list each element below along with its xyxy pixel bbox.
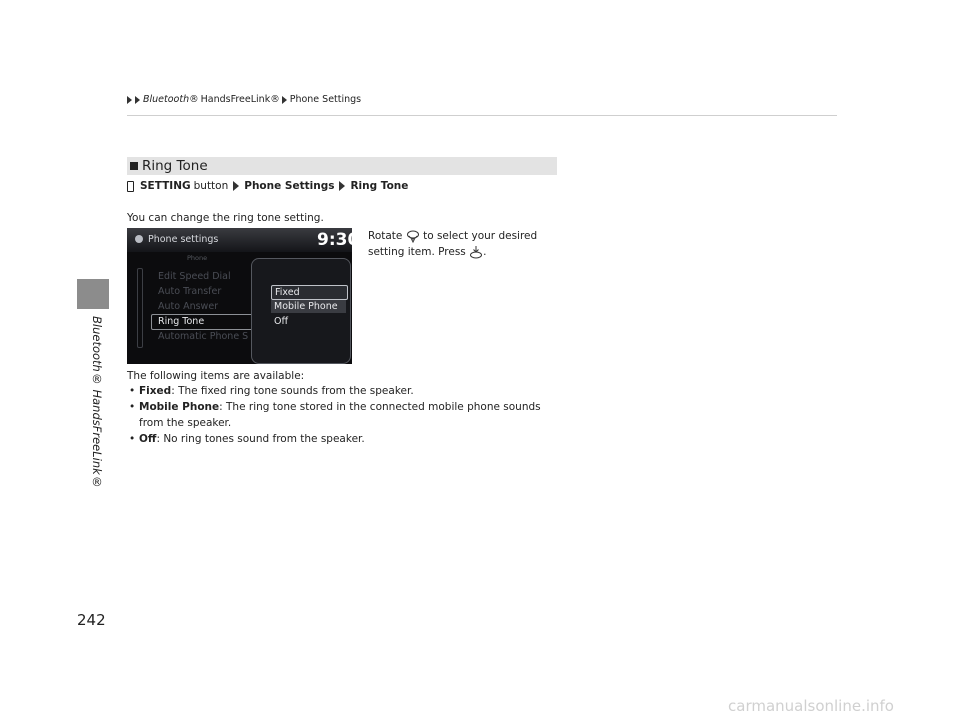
phone-settings-screen bbox=[127, 228, 360, 364]
screen-list-item: Edit Speed Dial bbox=[158, 271, 231, 282]
item-name: Off bbox=[139, 433, 157, 445]
screen-clock: 9:30 bbox=[317, 230, 360, 250]
item-desc: : The ring tone stored in the connected mobile phone sounds bbox=[219, 401, 541, 413]
item-desc: : No ring tones sound from the speaker. bbox=[156, 433, 365, 445]
section-title: Ring Tone bbox=[142, 158, 208, 174]
screen-option-mobile-phone: Mobile Phone bbox=[271, 300, 346, 313]
item-mobile-phone bbox=[129, 399, 541, 415]
items-intro: The following items are available: bbox=[127, 370, 305, 382]
interface-dial-press-icon bbox=[469, 245, 483, 259]
intro-text: You can change the ring tone setting. bbox=[127, 212, 324, 224]
screen-sub-label: Phone bbox=[187, 254, 208, 262]
instruction-part1: Rotate bbox=[368, 230, 403, 242]
sidebar-label: Bluetooth® HandsFreeLink® bbox=[90, 316, 104, 489]
page-number: 242 bbox=[77, 611, 106, 629]
screen-list-item-selected: Ring Tone bbox=[158, 316, 205, 327]
interface-dial-rotate-icon bbox=[406, 229, 420, 243]
screen-option-off: Off bbox=[274, 316, 289, 327]
sidebar-tab bbox=[77, 279, 109, 309]
menu-path bbox=[127, 180, 408, 192]
breadcrumb-handsfreelink: HandsFreeLink® bbox=[200, 94, 280, 105]
screen-option-fixed: Fixed bbox=[271, 285, 348, 300]
menu-path-setting: SETTING bbox=[140, 180, 191, 192]
breadcrumb-arrow-icon bbox=[135, 96, 140, 104]
breadcrumb-bluetooth: Bluetooth® bbox=[143, 94, 199, 105]
section-heading bbox=[127, 157, 557, 175]
item-name: Mobile Phone bbox=[139, 401, 220, 413]
item-name: Fixed bbox=[139, 385, 172, 397]
watermark: carmanualsonline.info bbox=[728, 697, 894, 715]
breadcrumb-arrow-icon bbox=[127, 96, 132, 104]
breadcrumb bbox=[127, 94, 361, 105]
item-desc: : The fixed ring tone sounds from the speaker. bbox=[171, 385, 414, 397]
screen-settings-icon bbox=[135, 235, 143, 243]
menu-path-button-word: button bbox=[193, 180, 229, 192]
menu-path-phone-settings: Phone Settings bbox=[244, 180, 335, 192]
item-off bbox=[129, 431, 365, 447]
path-arrow-icon bbox=[233, 181, 239, 191]
home-button-icon bbox=[127, 181, 134, 192]
instruction-text bbox=[368, 228, 558, 260]
item-fixed bbox=[129, 383, 414, 399]
item-mobile-phone-continued: from the speaker. bbox=[139, 417, 232, 429]
screen-list-item: Automatic Phone S bbox=[158, 331, 249, 342]
instruction-part3: . bbox=[483, 246, 487, 258]
instruction-part2: to select your desired setting item. Press bbox=[368, 230, 538, 258]
header-rule bbox=[127, 115, 837, 116]
bullet-icon: • bbox=[129, 401, 136, 413]
menu-path-ring-tone: Ring Tone bbox=[350, 180, 409, 192]
screen-scrollbar bbox=[137, 268, 143, 348]
screen-list-item: Auto Answer bbox=[158, 301, 219, 312]
breadcrumb-phone-settings: Phone Settings bbox=[289, 94, 362, 105]
bullet-icon: • bbox=[129, 433, 136, 445]
breadcrumb-arrow-icon bbox=[282, 96, 287, 104]
bullet-icon: • bbox=[129, 385, 136, 397]
section-square-icon bbox=[130, 162, 138, 170]
path-arrow-icon bbox=[339, 181, 345, 191]
screen-list-item: Auto Transfer bbox=[158, 286, 222, 297]
screen-header: Phone settings bbox=[148, 234, 219, 245]
